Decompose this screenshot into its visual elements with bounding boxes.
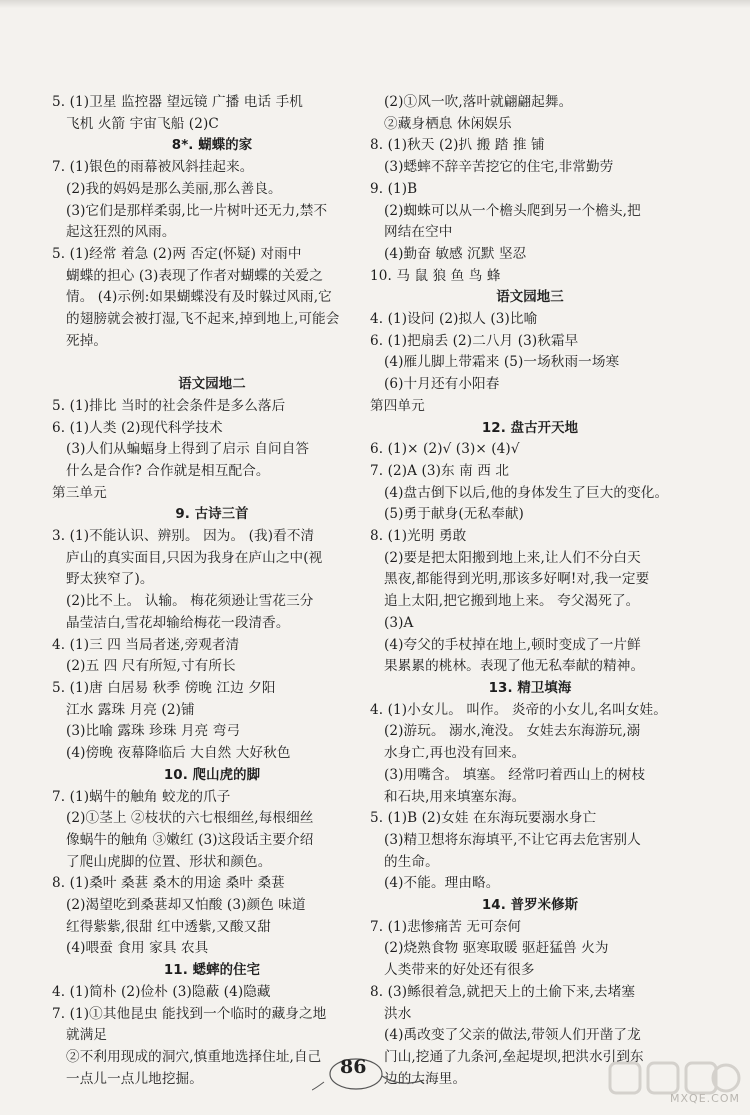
answer-line: 一点儿一点儿地挖掘。 <box>66 1070 203 1087</box>
section-heading: 语文园地三 <box>496 290 564 306</box>
answer-line: (2)渴望吃到桑葚却又怕酸 (3)颜色 味道 <box>66 897 306 914</box>
answer-line: 5. (1)排比 当时的社会条件是多么落后 <box>52 397 286 414</box>
answer-line: 10. 马 鼠 狼 鱼 鸟 蜂 <box>370 267 501 284</box>
answer-line: 人类带来的好处还有很多 <box>384 962 535 979</box>
section-heading: 10. 爬山虎的脚 <box>163 767 261 783</box>
answer-line: 水身亡,再也没有回来。 <box>384 745 526 762</box>
answer-line: (3)蟋蟀不辞辛苦挖它的住宅,非常勤劳 <box>384 159 614 176</box>
answer-line <box>52 352 372 374</box>
answer-line: 像蜗牛的触角 ③嫩红 (3)这段话主要介绍 <box>66 831 314 848</box>
answer-line: (4)夸父的手杖掉在地上,顿时变成了一片鲜 <box>384 636 641 653</box>
answer-line: ②不利用现成的洞穴,慎重地选择住址,自己 <box>66 1048 322 1065</box>
section-heading: 8*. 蝴蝶的家 <box>171 138 253 154</box>
answer-line: 了爬山虎脚的位置、形状和颜色。 <box>66 853 272 870</box>
answer-line: 边的大海里。 <box>384 1070 467 1087</box>
answer-line: 的翅膀就会被打湿,飞不起来,掉到地上,可能会 <box>66 311 340 328</box>
watermark-logo <box>604 1057 744 1109</box>
answer-line: 黑夜,都能得到光明,那该多好啊!对,我一定要 <box>384 571 650 588</box>
page-footer <box>312 1054 432 1094</box>
answer-line: (3)它们是那样柔弱,比一片树叶还无力,禁不 <box>66 202 328 219</box>
answer-line: 追上太阳,把它搬到地上来。 夸父渴死了。 <box>384 593 640 610</box>
answer-line: (6)十月还有小阳春 <box>384 376 500 393</box>
section-heading: 12. 盘古开天地 <box>481 420 579 436</box>
section-heading: 9. 古诗三首 <box>175 507 249 523</box>
answer-line: 5. (1)卫星 监控器 望远镜 广播 电话 手机 <box>52 94 303 110</box>
answer-line: (4)喂蚕 食用 家具 农具 <box>66 940 209 957</box>
answer-line: (4)盘古倒下以后,他的身体发生了巨大的变化。 <box>384 484 669 501</box>
answer-line: 3. (1)不能认识、辨别。 因为。 (我)看不清 <box>52 528 315 545</box>
answer-line: 飞机 火箭 宇宙飞船 (2)C <box>66 115 219 132</box>
answer-line: (2)要是把太阳搬到地上来,让人们不分白天 <box>384 549 641 566</box>
answer-line: 8. (1)秋天 (2)扒 搬 踏 推 铺 <box>370 137 545 154</box>
answer-line: 7. (1)银色的雨幕被风斜挂起来。 <box>52 159 254 176</box>
answer-line: (2)比不上。 认输。 梅花须逊让雪花三分 <box>66 593 314 610</box>
answer-line: 6. (1)人类 (2)现代科学技术 <box>52 419 223 436</box>
answer-line: 7. (1)蜗牛的触角 蛟龙的爪子 <box>52 788 231 805</box>
answer-line: 4. (1)小女儿。 叫作。 炎帝的小女儿,名叫女娃。 <box>370 701 667 718</box>
answer-line: 4. (1)三 四 当局者迷,旁观者清 <box>52 636 240 653</box>
answer-line: 7. (2)A (3)东 南 西 北 <box>370 462 510 479</box>
answer-line: 5. (1)B (2)女娃 在东海玩要溺水身亡 <box>370 810 597 827</box>
scan-top-edge <box>0 0 750 8</box>
answer-line: 7. (1)悲惨痛苦 无可奈何 <box>370 918 522 935</box>
answer-line: ②藏身栖息 休闲娱乐 <box>384 115 512 132</box>
watermark-text: MXQE.COM <box>670 1092 740 1105</box>
answer-line: 4. (1)设问 (2)拟人 (3)比喻 <box>370 311 538 328</box>
answer-line: 的生命。 <box>384 853 439 870</box>
section-heading: 14. 普罗米修斯 <box>481 898 579 914</box>
answer-line: 8. (3)鲧很着急,就把天上的土偷下来,去堵塞 <box>370 983 636 1000</box>
answer-line: (3)A <box>384 614 414 631</box>
answer-line: 7. (1)①其他昆虫 能找到一个临时的藏身之地 <box>52 1005 327 1022</box>
unit-heading: 第四单元 <box>370 397 425 414</box>
right-column <box>370 92 690 1090</box>
answer-line: (2)五 四 尺有所短,寸有所长 <box>66 658 236 675</box>
answer-line: 4. (1)简朴 (2)俭朴 (3)隐蔽 (4)隐藏 <box>52 983 271 1000</box>
answer-line: (2)我的妈妈是那么美丽,那么善良。 <box>66 180 282 197</box>
answer-line: (4)雁儿脚上带霜来 (5)一场秋雨一场寒 <box>384 354 620 371</box>
answer-line: 江水 露珠 月亮 (2)铺 <box>66 701 195 718</box>
answer-line: (3)用嘴含。 填塞。 经常叼着西山上的树枝 <box>384 766 646 783</box>
answer-line: (3)比喻 露珠 珍珠 月亮 弯弓 <box>66 723 241 740</box>
page-number: 86 <box>340 1056 367 1078</box>
answer-line: 5. (1)唐 白居易 秋季 傍晚 江边 夕阳 <box>52 679 276 696</box>
left-column <box>52 92 372 1090</box>
answer-line: 果累累的桃林。表现了他无私奉献的精神。 <box>384 658 645 675</box>
page-number-ornament <box>312 1054 432 1094</box>
answer-line: 8. (1)桑叶 桑葚 桑木的用途 桑叶 桑葚 <box>52 875 285 892</box>
answer-line: 网结在空中 <box>384 224 453 241</box>
answer-line: 情。 (4)示例:如果蝴蝶没有及时躲过风雨,它 <box>66 289 332 306</box>
answer-line: 什么是合作? 合作就是相互配合。 <box>66 462 270 479</box>
answer-line: (3)人们从蝙蝠身上得到了启示 自问自答 <box>66 441 310 458</box>
answer-line: (4)傍晚 夜幕降临后 大自然 大好秋色 <box>66 745 291 762</box>
answer-line: 6. (1)把扇丢 (2)二八月 (3)秋霜早 <box>370 332 579 349</box>
answer-line: 6. (1)× (2)√ (3)× (4)√ <box>370 441 520 458</box>
section-heading: 13. 精卫填海 <box>488 680 572 696</box>
answer-line: 野太狭窄了)。 <box>66 571 154 588</box>
answer-line: (4)不能。理由略。 <box>384 875 500 892</box>
answer-line: (3)精卫想将东海填平,不让它再去危害别人 <box>384 831 641 848</box>
answer-line: 起这狂烈的风雨。 <box>66 224 176 241</box>
answer-line: 晶莹洁白,雪花却输给梅花一段清香。 <box>66 614 290 631</box>
answer-line: (2)游玩。 溺水,淹没。 女娃去东海游玩,溺 <box>384 723 641 740</box>
answer-line: (4)勤奋 敏感 沉默 坚忍 <box>384 245 527 262</box>
answer-line: 庐山的真实面目,只因为我身在庐山之中(视 <box>66 549 323 566</box>
section-heading: 11. 蟋蟀的住宅 <box>163 963 261 979</box>
unit-heading: 第三单元 <box>52 484 107 501</box>
answer-line: 洪水 <box>384 1005 412 1022</box>
answer-line: (2)烧熟食物 驱寒取暖 驱赶猛兽 火为 <box>384 940 609 957</box>
answer-line: 死掉。 <box>66 332 108 349</box>
answer-line: 蝴蝶的担心 (3)表现了作者对蝴蝶的关爱之 <box>66 267 323 284</box>
answer-line: 门山,挖通了九条河,垒起堤坝,把洪水引到东 <box>384 1048 644 1065</box>
answer-line: (5)勇于献身(无私奉献) <box>384 506 524 523</box>
answer-line: 5. (1)经常 着急 (2)两 否定(怀疑) 对雨中 <box>52 245 302 262</box>
answer-line: 9. (1)B <box>370 180 418 197</box>
answer-line: (2)①风一吹,落叶就翩翩起舞。 <box>384 94 573 110</box>
answer-line: (4)禹改变了父亲的做法,带领人们开凿了龙 <box>384 1027 641 1044</box>
answer-line: 红得紫紫,很甜 红中透紫,又酸又甜 <box>66 918 271 935</box>
section-heading: 语文园地二 <box>178 377 246 393</box>
answer-line: (2)蜘蛛可以从一个檐头爬到另一个檐头,把 <box>384 202 641 219</box>
answer-line: 和石块,用来填塞东海。 <box>384 788 526 805</box>
answer-line: 8. (1)光明 勇敢 <box>370 528 467 545</box>
answer-line: (2)①茎上 ②枝状的六七根细丝,每根细丝 <box>66 810 314 827</box>
answer-line: 就满足 <box>66 1027 108 1044</box>
